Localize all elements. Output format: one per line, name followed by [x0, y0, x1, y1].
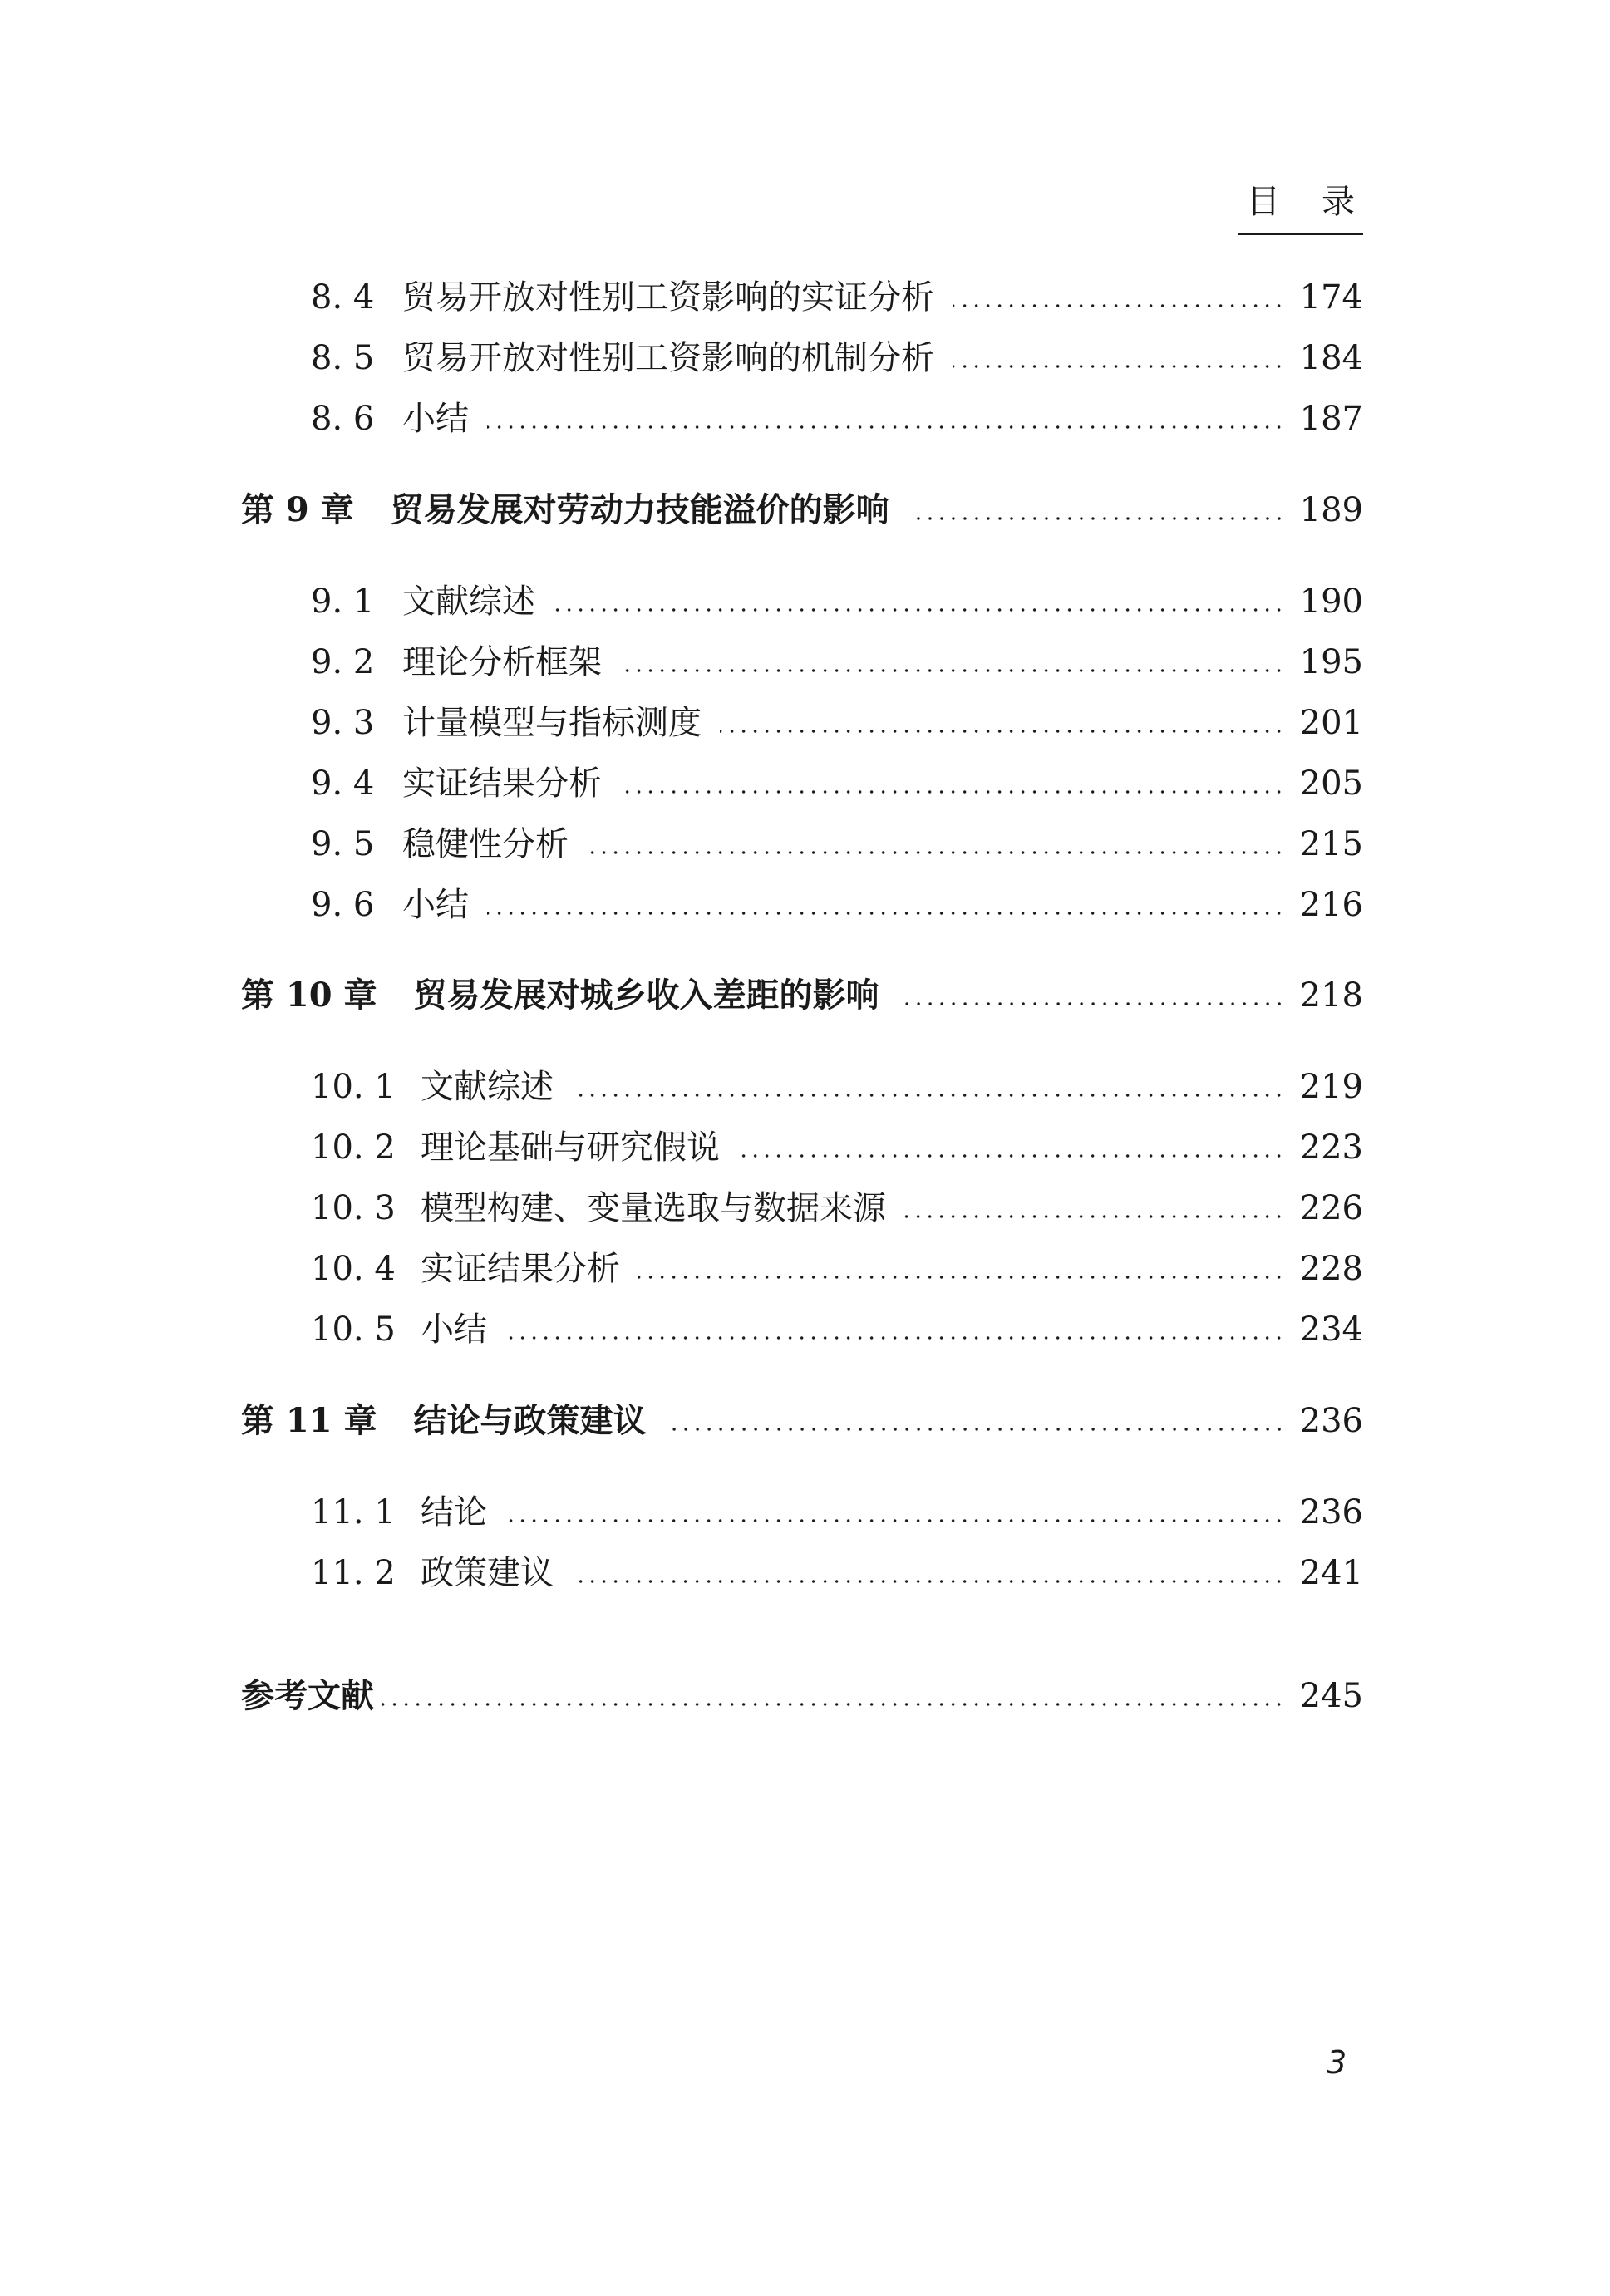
toc-page: 189 — [1299, 491, 1363, 529]
toc-title: 贸易开放对性别工资影响的机制分析 — [402, 339, 934, 377]
toc-page: 236 — [1299, 1402, 1363, 1440]
dot-leader — [953, 365, 1285, 368]
toc-title: 理论分析框架 — [402, 643, 602, 681]
toc-page: 228 — [1299, 1250, 1363, 1288]
toc-entry-9-3 — [311, 698, 1363, 748]
toc-number: 10. 5 — [311, 1310, 396, 1349]
toc-title: 文献综述 — [402, 583, 535, 621]
toc-references — [241, 1671, 1363, 1721]
toc-entry-10-5 — [311, 1305, 1363, 1354]
toc-entry-10-1 — [311, 1062, 1363, 1112]
toc-entry-10-2 — [311, 1123, 1363, 1173]
toc-title: 理论基础与研究假说 — [421, 1128, 720, 1167]
toc-number: 8. 5 — [311, 339, 375, 377]
toc-page: 216 — [1299, 886, 1363, 924]
dot-leader — [953, 304, 1285, 307]
toc-page: 234 — [1299, 1310, 1363, 1349]
toc-number: 10. 3 — [311, 1189, 396, 1227]
dot-leader — [554, 608, 1285, 612]
chapter-number: 第 9 章 — [241, 490, 354, 529]
header-char-1: 目 — [1247, 183, 1280, 221]
toc-number: 11. 2 — [311, 1554, 396, 1592]
dot-leader — [379, 1703, 1285, 1706]
toc-page: 184 — [1299, 339, 1363, 377]
dot-leader — [572, 1580, 1285, 1583]
toc-page: 226 — [1299, 1189, 1363, 1227]
dot-leader — [572, 1094, 1285, 1097]
dot-leader — [620, 790, 1285, 794]
toc-page: 174 — [1299, 278, 1363, 317]
toc-page: 223 — [1299, 1128, 1363, 1167]
toc-number: 9. 5 — [311, 825, 375, 863]
toc-number: 8. 6 — [311, 400, 375, 438]
toc-number: 10. 1 — [311, 1068, 396, 1106]
dot-leader — [620, 669, 1285, 672]
header-char-2: 录 — [1322, 183, 1355, 221]
toc-page: 245 — [1299, 1677, 1363, 1715]
toc-number: 9. 2 — [311, 643, 375, 681]
dot-leader — [487, 912, 1285, 915]
dot-leader — [638, 1276, 1285, 1279]
toc-title: 政策建议 — [421, 1554, 554, 1592]
toc-number: 10. 4 — [311, 1250, 396, 1288]
toc-entry-8-6 — [311, 394, 1363, 444]
toc-number: 10. 2 — [311, 1128, 396, 1167]
dot-leader — [587, 851, 1285, 854]
toc-title: 实证结果分析 — [402, 765, 602, 803]
chapter-number: 第 11 章 — [241, 1401, 377, 1440]
dot-leader — [904, 1215, 1285, 1218]
toc-number: 9. 6 — [311, 886, 375, 924]
dot-leader — [505, 1336, 1285, 1340]
toc-chapter-9 — [241, 485, 1363, 535]
toc-number: 9. 4 — [311, 765, 375, 803]
toc-title: 稳健性分析 — [402, 825, 569, 863]
toc-title: 小结 — [402, 400, 469, 438]
dot-leader — [898, 1002, 1285, 1005]
toc-page: 201 — [1299, 704, 1363, 742]
chapter-title: 结论与政策建议 — [413, 1401, 647, 1440]
dot-leader — [720, 730, 1285, 733]
toc-entry-9-1 — [311, 577, 1363, 627]
dot-leader — [505, 1519, 1285, 1522]
toc-entry-9-6 — [311, 880, 1363, 930]
toc-title: 贸易开放对性别工资影响的实证分析 — [402, 278, 934, 317]
toc-entry-10-3 — [311, 1183, 1363, 1233]
toc-entry-8-4 — [311, 273, 1363, 322]
toc-title: 实证结果分析 — [421, 1250, 620, 1288]
dot-leader — [665, 1428, 1285, 1431]
dot-leader — [738, 1154, 1285, 1158]
toc-number: 9. 3 — [311, 704, 375, 742]
toc-page: 241 — [1299, 1554, 1363, 1592]
toc-number: 11. 1 — [311, 1493, 396, 1531]
toc-entry-9-4 — [311, 759, 1363, 809]
toc-entry-8-5 — [311, 333, 1363, 383]
references-title: 参考文献 — [241, 1676, 374, 1715]
toc-title: 文献综述 — [421, 1068, 554, 1106]
toc-page: 205 — [1299, 765, 1363, 803]
toc-title: 小结 — [402, 886, 469, 924]
toc-page: 187 — [1299, 400, 1363, 438]
chapter-number: 第 10 章 — [241, 976, 377, 1015]
dot-leader — [908, 517, 1285, 520]
page-number: 3 — [1327, 2044, 1347, 2081]
toc-entry-9-5 — [311, 819, 1363, 869]
toc-page: 236 — [1299, 1493, 1363, 1531]
toc-title: 计量模型与指标测度 — [402, 704, 702, 742]
toc-page: 219 — [1299, 1068, 1363, 1106]
toc-number: 9. 1 — [311, 583, 375, 621]
toc-title: 小结 — [421, 1310, 487, 1349]
toc-page: 195 — [1299, 643, 1363, 681]
toc-title: 模型构建、变量选取与数据来源 — [421, 1189, 886, 1227]
toc-chapter-11 — [241, 1396, 1363, 1446]
toc-entry-10-4 — [311, 1244, 1363, 1294]
toc-entry-11-2 — [311, 1548, 1363, 1598]
toc-number: 8. 4 — [311, 278, 375, 317]
chapter-title: 贸易发展对劳动力技能溢价的影响 — [390, 490, 889, 529]
toc-entry-11-1 — [311, 1487, 1363, 1537]
dot-leader — [487, 425, 1285, 429]
toc-page: 190 — [1299, 583, 1363, 621]
toc-page: 218 — [1299, 976, 1363, 1015]
toc-page: 215 — [1299, 825, 1363, 863]
chapter-title: 贸易发展对城乡收入差距的影响 — [413, 976, 879, 1015]
toc-chapter-10 — [241, 971, 1363, 1020]
toc-entry-9-2 — [311, 637, 1363, 687]
toc-title: 结论 — [421, 1493, 487, 1531]
running-header — [1238, 181, 1363, 235]
